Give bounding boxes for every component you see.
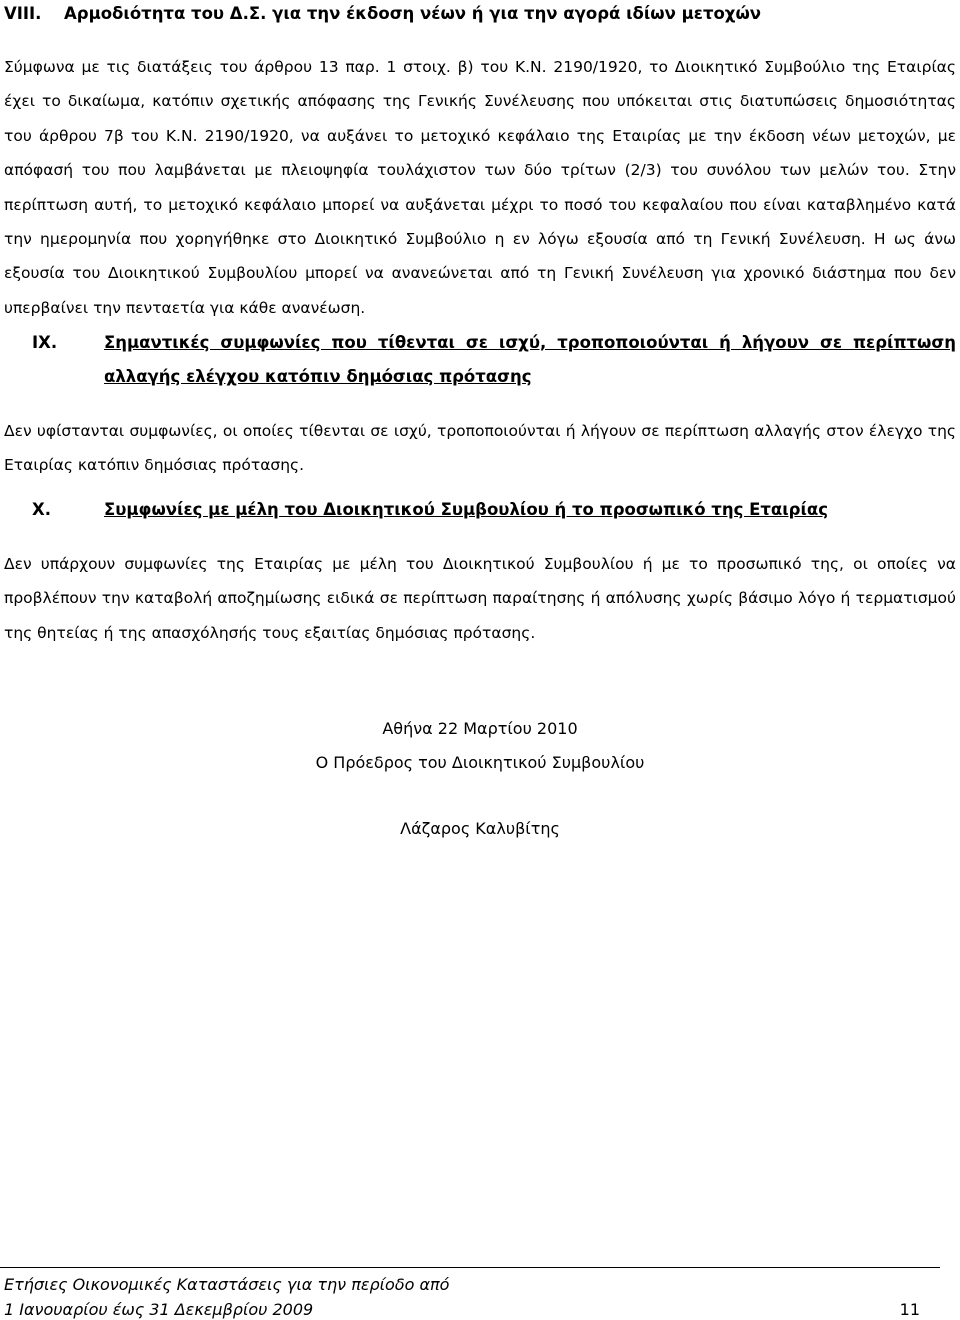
- section-ix-body: Δεν υφίστανται συμφωνίες, οι οποίες τίθενται σε ισχύ, τροποποιούνται ή λήγουν σε περίπτωση αλλαγής στον έλεγχο της Εταιρίας κατόπιν δημόσιας πρότασης.: [4, 422, 956, 475]
- signature-name: Λάζαρος Καλυβίτης: [400, 819, 560, 838]
- section-x-number: X.: [32, 500, 51, 519]
- section-viii-body: Σύμφωνα με τις διατάξεις του άρθρου 13 παρ. 1 στοιχ. β) του Κ.Ν. 2190/1920, το Διοικητικό Συμβούλιο της Εταιρίας έχει το δικαίωμα, κατόπιν σχετικής απόφασης της Γενικής Συνέλευσης που υπόκειται στις διατυπώσεις δημοσιότητας του άρθρου 7β του Κ.Ν. 2190/1920, να αυξάνει το μετοχικό κεφάλαιο της Εταιρίας με την έκδοση νέων μετοχών, με απόφασή του που λαμβάνεται με πλειοψηφία τουλάχιστον των δύο τρίτων (2/3) του συνόλου των μελών του. Στην περίπτωση αυτή, το μετοχικό κεφάλαιο μπορεί να αυξάνεται μέχρι το ποσό του κεφαλαίου που είναι καταβλημένο κατά την ημερομηνία που χορηγήθηκε στο Διοικητικό Συμβούλιο η εν λόγω εξουσία από τη Γενική Συνέλευση. Η ως άνω εξουσία του Διοικητικού Συμβουλίου μπορεί να ανανεώνεται από τη Γενική Συνέλευση για χρονικό διάστημα που δεν υπερβαίνει την πενταετία για κάθε ανανέωση.: [4, 58, 956, 317]
- footer-divider: [0, 1267, 940, 1268]
- page-number: 11: [899, 1300, 920, 1319]
- section-ix-heading: [4, 326, 956, 394]
- section-x-body: Δεν υπάρχουν συμφωνίες της Εταιρίας με μέλη του Διοικητικού Συμβουλίου ή με το προσωπικό της, οι οποίες να προβλέπουν την καταβολή αποζημίωσης ειδικά σε περίπτωση παραίτησης ή απόλυσης χωρίς βάσιμο λόγο ή τερματισμού της θητείας ή της απασχόλησής τους εξαιτίας δημόσιας πρότασης.: [4, 555, 956, 642]
- section-ix-number: IX.: [32, 333, 58, 352]
- section-ix-title: Σημαντικές συμφωνίες που τίθενται σε ισχύ, τροποποιούνται ή λήγουν σε περίπτωση αλλαγής ελέγχου κατόπιν δημόσιας πρότασης: [104, 333, 956, 386]
- section-x-title: Συμφωνίες με μέλη του Διοικητικού Συμβουλίου ή το προσωπικό της Εταιρίας: [104, 500, 829, 519]
- section-viii-title: Αρμοδιότητα του Δ.Σ. για την έκδοση νέων ή για την αγορά ιδίων μετοχών: [64, 4, 762, 23]
- footer-title-line2: 1 Ιανουαρίου έως 31 Δεκεμβρίου 2009: [4, 1300, 314, 1319]
- signature-role: Ο Πρόεδρος του Διοικητικού Συμβουλίου: [315, 753, 645, 772]
- signature-place-date: Αθήνα 22 Μαρτίου 2010: [382, 719, 578, 738]
- section-x-heading: [4, 493, 956, 527]
- section-viii-heading: [4, 4, 761, 23]
- section-viii-number: VIII.: [4, 4, 42, 23]
- footer-title-line1: Ετήσιες Οικονομικές Καταστάσεις για την περίοδο από: [4, 1275, 450, 1294]
